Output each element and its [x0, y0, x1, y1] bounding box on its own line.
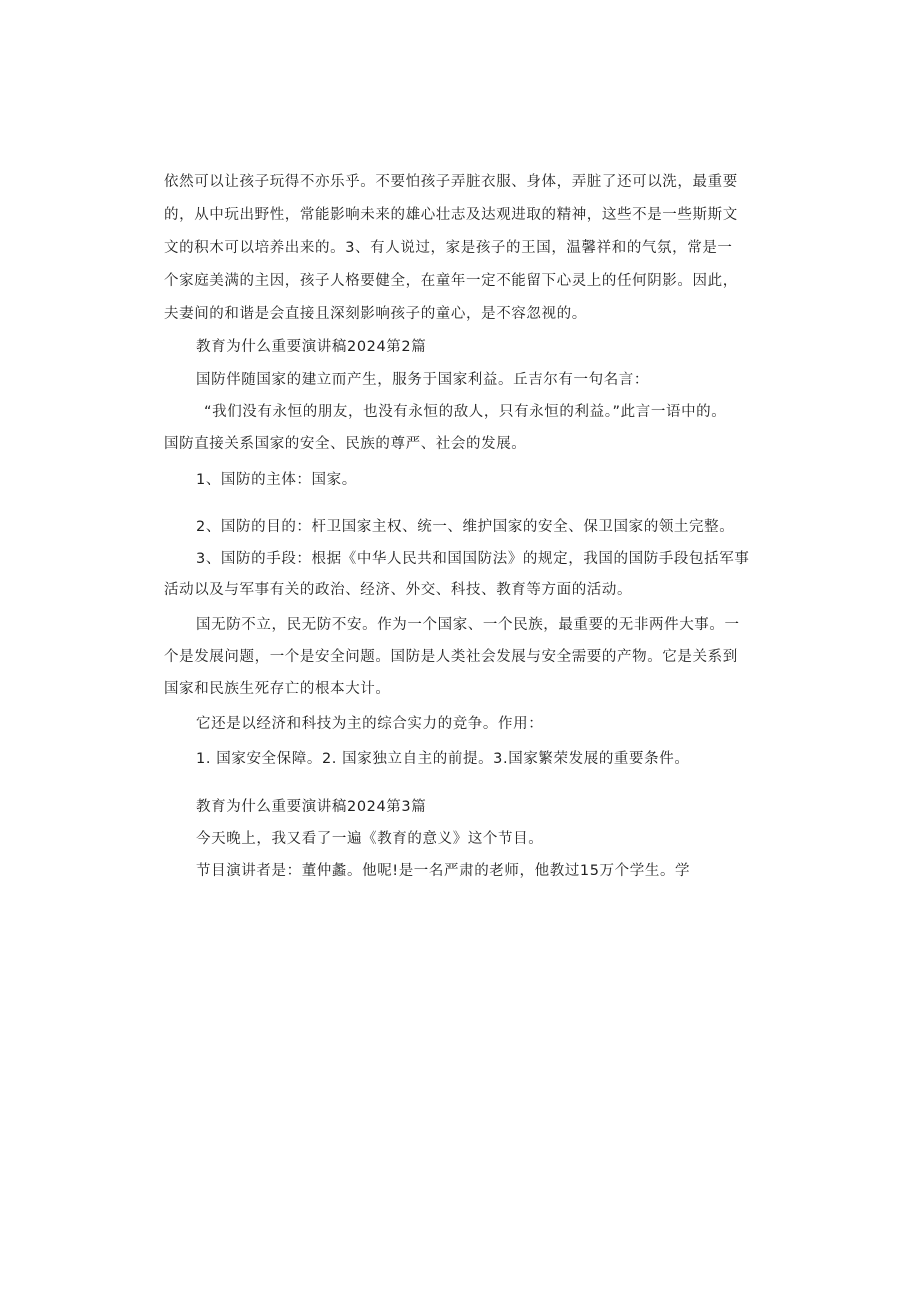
text-line: 的，从中玩出野性，常能影响未来的雄心壮志及达观进取的精神，这些不是一些斯斯文: [164, 207, 738, 223]
text-line: 它还是以经济和科技为主的综合实力的竞争。作用：: [196, 716, 544, 732]
text-line: 节目演讲者是：董仲蠡。他呢!是一名严肃的老师，他教过15万个学生。学: [196, 863, 691, 879]
quote-line: “我们没有永恒的朋友，也没有永恒的敌人，只有永恒的利益。”此言一语中的。: [204, 404, 727, 420]
text-line: 国家和民族生死存亡的根本大计。: [164, 681, 391, 697]
text-line: 夫妻间的和谐是会直接且深刻影响孩子的童心，是不容忽视的。: [164, 306, 587, 322]
section-heading: 教育为什么重要演讲稿2024第2篇: [196, 339, 427, 355]
text-line: 依然可以让孩子玩得不亦乐乎。不要怕孩子弄脏衣服、身体，弄脏了还可以洗，最重要: [164, 174, 738, 190]
text-line: 国防直接关系国家的安全、民族的尊严、社会的发展。: [164, 436, 527, 452]
section-heading: 教育为什么重要演讲稿2024第3篇: [196, 799, 427, 815]
text-line: 活动以及与军事有关的政治、经济、外交、科技、教育等方面的活动。: [164, 582, 633, 598]
text-line: 文的积木可以培养出来的。3、有人说过，家是孩子的王国，温馨祥和的气氛，常是一: [164, 240, 733, 256]
list-item: 3、国防的手段：根据《中华人民共和国国防法》的规定，我国的国防手段包括军事: [196, 551, 750, 567]
text-line: 国无防不立，民无防不安。作为一个国家、一个民族，最重要的无非两件大事。一: [196, 617, 740, 633]
text-line: 个是发展问题，一个是安全问题。国防是人类社会发展与安全需要的产物。它是关系到: [164, 649, 738, 665]
list-item: 2、国防的目的：杆卫国家主权、统一、维护国家的安全、保卫国家的领土完整。: [196, 519, 735, 535]
list-item: 1、国防的主体：国家。: [196, 472, 357, 488]
list-item: 1. 国家安全保障。2. 国家独立自主的前提。3.国家繁荣发展的重要条件。: [196, 751, 690, 767]
text-line: 国防伴随国家的建立而产生，服务于国家利益。丘吉尔有一句名言：: [196, 372, 649, 388]
text-line: 今天晚上，我又看了一遍《教育的意义》这个节目。: [196, 831, 544, 847]
text-line: 个家庭美满的主因，孩子人格要健全，在童年一定不能留下心灵上的任何阴影。因此，: [164, 273, 738, 289]
